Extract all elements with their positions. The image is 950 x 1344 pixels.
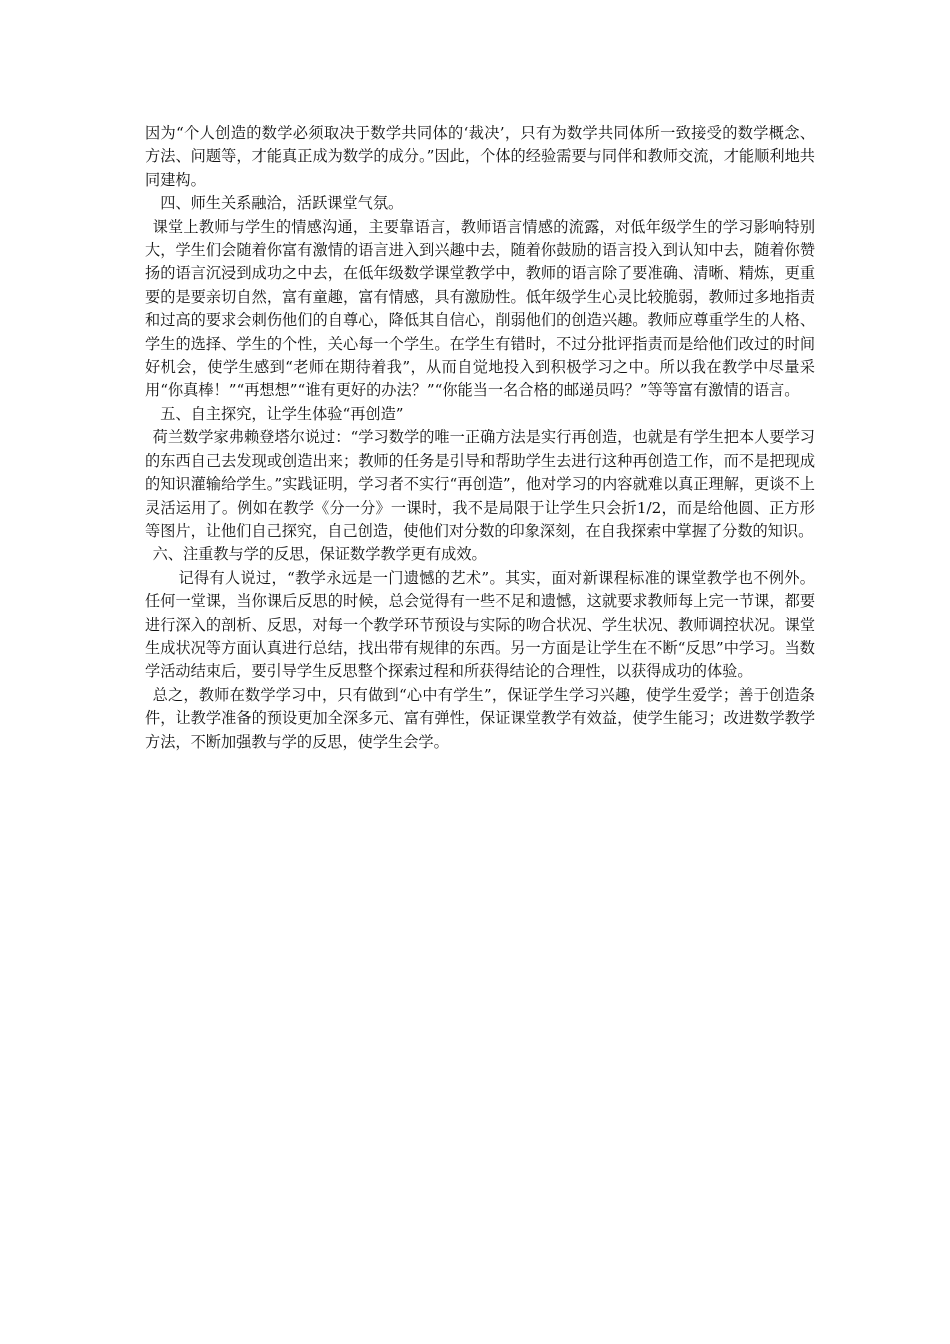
section-heading-five: 五、自主探究，让学生体验“再创造” (160, 404, 404, 423)
paragraph-reflection: 记得有人说过，“教学永远是一门遗憾的艺术”。其实，面对新课程标准的课堂教学也不例外。任何一堂课，当你课后反思的时候，总会觉得有一些不足和遗憾，这就要求教师每上完一节课，都要进行深入的剖析、反思，对每一个教学环节预设与实际的吻合状况、学生状况、教师调控状况。课堂生成状况等方面认真进行总结，找出带有规律的东西。另一方面是让学生在不断“反思”中学习。当数学活动结束后，要引导学生反思整个探索过程和所获得结论的合理性，以获得成功的体验。 (145, 568, 815, 681)
paragraph-intro-quote: 因为“个人创造的数学必须取决于数学共同体的‘裁决’，只有为数学共同体所一致接受的数学概念、方法、问题等，才能真正成为数学的成分。”因此，个体的经验需要与同伴和教师交流，才能顺利地共同建构。 (145, 124, 815, 189)
document-body (145, 122, 815, 754)
paragraph-teacher-language: 课堂上教师与学生的情感沟通，主要靠语言，教师语言情感的流露，对低年级学生的学习影响特别大，学生们会随着你富有激情的语言进入到兴趣中去，随着你鼓励的语言投入到认知中去，随着你赞扬的语言沉浸到成功之中去，在低年级数学课堂教学中，教师的语言除了要准确、清晰、精炼，更重要的是要亲切自然，富有童趣，富有情感，具有激励性。低年级学生心灵比较脆弱，教师过多地指责和过高的要求会刺伤他们的自尊心，降低其自信心，削弱他们的创造兴趣。教师应尊重学生的人格、学生的选择、学生的个性，关心每一个学生。在学生有错时，不过分批评指责而是给他们改过的时间好机会，使学生感到“老师在期待着我”，从而自觉地投入到积极学习之中。所以我在教学中尽量采用“你真棒！”“再想想”“谁有更好的办法？”“你能当一名合格的邮递员吗？”等等富有激情的语言。 (145, 217, 815, 400)
paragraph-recreation: 荷兰数学家弗赖登塔尔说过：“学习数学的唯一正确方法是实行再创造，也就是有学生把本人要学习的东西自己去发现或创造出来；教师的任务是引导和帮助学生去进行这种再创造工作，而不是把现成的知识灌输给学生。”实践证明，学习者不实行“再创造”，他对学习的内容就难以真正理解，更谈不上灵活运用了。例如在教学《分一分》一课时，我不是局限于让学生只会折1/2，而是给他圆、正方形等图片，让他们自己探究，自己创造，使他们对分数的印象深刻，在自我探索中掌握了分数的知识。 (145, 428, 815, 540)
section-heading-four: 四、师生关系融洽，活跃课堂气氛。 (160, 194, 404, 213)
paragraph-conclusion: 总之，教师在数学学习中，只有做到“心中有学生”，保证学生学习兴趣，使学生爱学；善于创造条件，让教学准备的预设更加全深多元、富有弹性，保证课堂教学有效益，使学生能习；改进数学教学方法，不断加强教与学的反思，使学生会学。 (145, 685, 815, 751)
section-heading-six: 六、注重教与学的反思，保证数学教学更有成效。 (152, 545, 487, 564)
